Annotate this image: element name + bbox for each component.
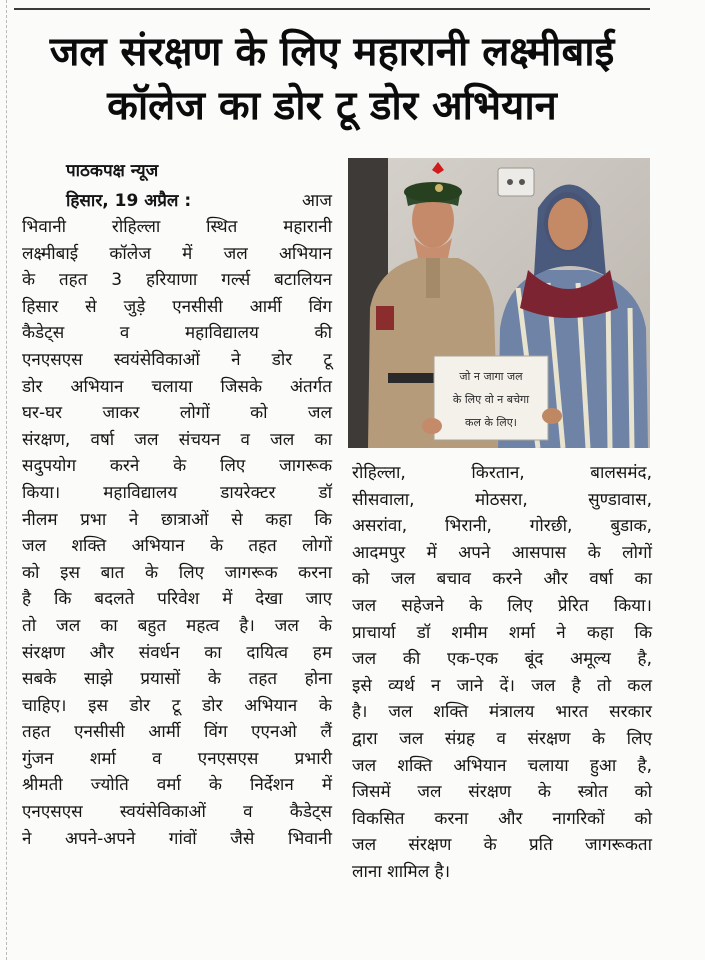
text-line: द्वारा जल संग्रह व संरक्षण के लिए [352,728,652,749]
text-line: गुंजन शर्मा व एनएसएस प्रभारी [22,748,332,769]
text-line: ने अपने-अपने गांवों जैसे भिवानी [22,828,332,849]
placard-line-3: कल के लिए। [465,416,517,429]
text-line: कैडेट्स व महाविद्यालय की [22,323,332,344]
text-line: को इस बात के लिए जागरूक करना [22,562,332,583]
text-line: जल शक्ति अभियान चलाया हुआ है, [352,755,652,776]
text-line: सदुपयोग करने के लिए जागरूक [22,456,332,477]
text-line: के तहत 3 हरियाणा गर्ल्स बटालियन [22,270,332,291]
text-line: चाहिए। इस डोर टू डोर अभियान के [22,695,332,716]
headline [14,26,650,134]
headline-line-2: कॉलेज का डोर टू डोर अभियान [107,83,557,129]
dateline [66,188,332,211]
text-line: डोर अभियान चलाया जिसके अंतर्गत [22,376,332,397]
article-left-column [22,214,332,852]
placard-line-1: जो न जागा जल [459,370,523,383]
text-line: एनएसएस स्वयंसेविकाओं ने डोर टू [22,349,332,370]
text-line: तो जल का बहुत महत्व है। जल के [22,615,332,636]
text-line: है कि बदलते परिवेश में देखा जाए [22,589,332,610]
dateline-first-word: आज [302,191,332,211]
text-line: संरक्षण, वर्षा जल संचयन व जल का [22,429,332,450]
headline-line-1: जल संरक्षण के लिए महारानी लक्ष्मीबाई [49,29,615,75]
text-line: लाना शामिल है। [352,861,451,882]
text-line: तहत एनसीसी आर्मी विंग एएनओ लैं [22,722,332,743]
text-line: लक्ष्मीबाई कॉलेज में जल अभियान [22,243,332,264]
byline: पाठकपक्ष न्यूज [66,161,159,181]
text-line: किया। महाविद्यालय डायरेक्टर डॉ [22,482,332,503]
text-line: को जल बचाव करने और वर्षा का [352,569,652,590]
top-rule [14,8,650,10]
text-line: है। जल शक्ति मंत्रालय भारत सरकार [352,702,652,723]
placard [434,356,548,440]
text-line: विकसित करना और नागरिकों को [352,808,652,829]
text-line: आदमपुर में अपने आसपास के लोगों [352,542,652,563]
text-line: जल की एक-एक बूंद अमूल्य है, [352,649,652,670]
text-line: जल सहेजने के लिए प्रेरित किया। [352,595,652,616]
text-line: हिसार से जुड़े एनसीसी आर्मी विंग [22,296,332,317]
text-line: असरांवा, भिरानी, गोरछी, बुडाक, [352,516,652,537]
text-line: संरक्षण और संवर्धन का दायित्व हम [22,642,332,663]
text-line: घर-घर जाकर लोगों को जल [22,403,332,424]
text-line: जल संरक्षण के प्रति जागरूकता [352,835,652,856]
article-right-column [352,460,652,886]
text-line: जिसमें जल संरक्षण के स्त्रोत को [352,782,652,803]
photo-illustration [348,158,650,448]
text-line: एनएसएस स्वयंसेविकाओं व कैडेट्स [22,802,332,823]
page-edge-dashed-line [6,0,7,960]
text-line: इसे व्यर्थ न जाने दें। जल है तो कल [352,675,652,696]
switchboard [498,168,534,196]
text-line: श्रीमती ज्योति वर्मा के निर्देशन में [22,775,332,796]
text-line: प्राचार्या डॉ शमीम शर्मा ने कहा कि [352,622,652,643]
text-line: सबके साझे प्रयासों के तहत होना [22,669,332,690]
text-line: जल शक्ति अभियान के तहत लोगों [22,536,332,557]
placard-line-2: के लिए वो न बचेगा [452,393,530,406]
text-line: भिवानी रोहिल्ला स्थित महारानी [22,217,332,237]
news-photo [348,158,650,448]
text-line: रोहिल्ला, किरतान, बालसमंद, [352,463,652,483]
text-line: नीलम प्रभा ने छात्राओं से कहा कि [22,509,332,530]
dateline-place-date: हिसार, 19 अप्रैल : [66,191,192,211]
text-line: सीसवाला, मोठसरा, सुण्डावास, [352,489,652,510]
